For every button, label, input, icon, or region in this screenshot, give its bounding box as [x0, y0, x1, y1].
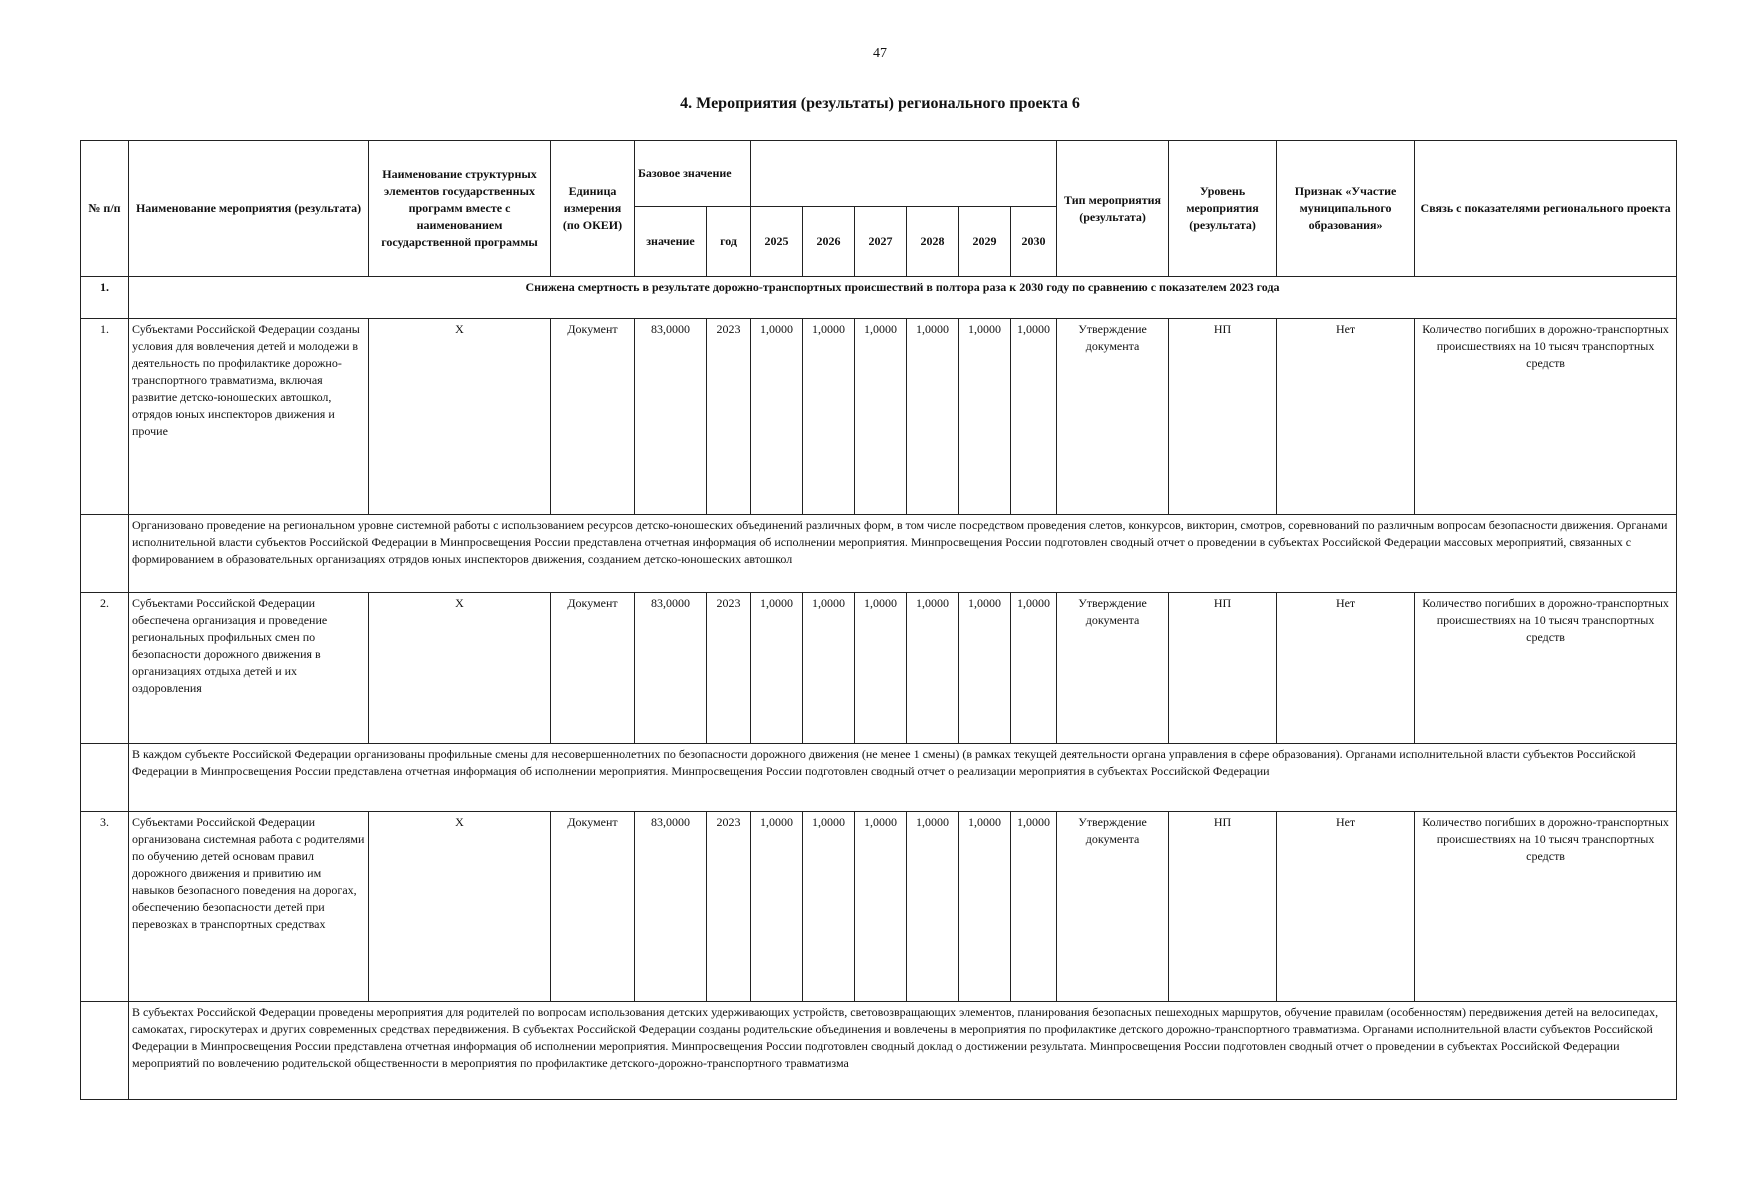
header-years-group — [751, 141, 1057, 207]
section-title-cell: Снижена смертность в результате дорожно-транспортных происшествий в полтора раза к 2030 году по сравнению с показателем 2023 года — [129, 277, 1677, 319]
page-number: 47 — [873, 46, 887, 61]
event-level: НП — [1169, 319, 1277, 515]
event-type: Утверждение документа — [1057, 319, 1169, 515]
header-level: Уровень мероприятия (результата) — [1169, 141, 1277, 277]
event-value-2026: 1,0000 — [803, 319, 855, 515]
event-structural: Х — [369, 812, 551, 1002]
description-spacer — [81, 515, 129, 593]
event-value-2029: 1,0000 — [959, 319, 1011, 515]
event-description: В субъектах Российской Федерации проведены мероприятия для родителей по вопросам использования детских удерживающих устройств, световозвращающих элементов, планирования безопасных пешеходных маршрутов, обучение правилам (особенностям) передвижения детей на велосипедах, самокатах, гироскутерах и других современных средствах передвижения. В субъектах Российской Федерации созданы родительские объединения и вовлечены в мероприятия по профилактике детского дорожно-транспортного травматизма. Органами исполнительной власти субъектов Российской Федерации в Минпросвещения России представлена отчетная информация об исполнении мероприятия. Минпросвещения России подготовлен сводный доклад о достижении результата. Минпросвещения России подготовлен сводный отчет о проведении в субъектах Российской Федерации мероприятий по вовлечению родительской общественности в мероприятия по профилактике детского-дорожно-транспортного травматизма — [129, 1002, 1677, 1100]
event-value-2025: 1,0000 — [751, 812, 803, 1002]
event-base-value: 83,0000 — [635, 812, 707, 1002]
event-num: 3. — [81, 812, 129, 1002]
header-base: Базовое значение — [635, 141, 751, 207]
event-structural: Х — [369, 593, 551, 744]
event-value-2027: 1,0000 — [855, 812, 907, 1002]
event-base-value: 83,0000 — [635, 593, 707, 744]
event-num: 2. — [81, 593, 129, 744]
description-spacer — [81, 744, 129, 812]
header-type: Тип мероприятия (результата) — [1057, 141, 1169, 277]
event-link: Количество погибших в дорожно-транспортных происшествиях на 10 тысяч транспортных средств — [1415, 593, 1677, 744]
event-unit: Документ — [551, 812, 635, 1002]
header-base-value: значение — [635, 207, 707, 277]
event-value-2028: 1,0000 — [907, 812, 959, 1002]
event-value-2026: 1,0000 — [803, 812, 855, 1002]
event-base-year: 2023 — [707, 593, 751, 744]
event-municipal: Нет — [1277, 812, 1415, 1002]
table-row — [81, 812, 1677, 1002]
header-year-2029: 2029 — [959, 207, 1011, 277]
event-unit: Документ — [551, 593, 635, 744]
header-unit: Единица измерения (по ОКЕИ) — [551, 141, 635, 277]
event-structural: Х — [369, 319, 551, 515]
events-table — [80, 140, 1677, 1100]
event-value-2029: 1,0000 — [959, 812, 1011, 1002]
event-municipal: Нет — [1277, 319, 1415, 515]
event-unit: Документ — [551, 319, 635, 515]
description-row — [81, 1002, 1677, 1100]
header-municipal: Признак «Участие муниципального образования» — [1277, 141, 1415, 277]
header-year-2027: 2027 — [855, 207, 907, 277]
event-value-2030: 1,0000 — [1011, 593, 1057, 744]
section-row — [81, 277, 1677, 319]
event-name: Субъектами Российской Федерации созданы условия для вовлечения детей и молодежи в деятельность по профилактике дорожно-транспортного травматизма, включая развитие детско-юношеских автошкол, отрядов юных инспекторов движения и прочие — [129, 319, 369, 515]
event-value-2025: 1,0000 — [751, 319, 803, 515]
description-row — [81, 515, 1677, 593]
event-level: НП — [1169, 593, 1277, 744]
header-year-2028: 2028 — [907, 207, 959, 277]
event-base-year: 2023 — [707, 319, 751, 515]
event-value-2027: 1,0000 — [855, 319, 907, 515]
event-value-2028: 1,0000 — [907, 593, 959, 744]
event-value-2025: 1,0000 — [751, 593, 803, 744]
header-year-2026: 2026 — [803, 207, 855, 277]
event-link: Количество погибших в дорожно-транспортных происшествиях на 10 тысяч транспортных средств — [1415, 319, 1677, 515]
event-value-2029: 1,0000 — [959, 593, 1011, 744]
event-base-value: 83,0000 — [635, 319, 707, 515]
event-base-year: 2023 — [707, 812, 751, 1002]
table-row — [81, 593, 1677, 744]
event-num: 1. — [81, 319, 129, 515]
event-level: НП — [1169, 812, 1277, 1002]
event-value-2026: 1,0000 — [803, 593, 855, 744]
event-link: Количество погибших в дорожно-транспортных происшествиях на 10 тысяч транспортных средств — [1415, 812, 1677, 1002]
event-value-2030: 1,0000 — [1011, 319, 1057, 515]
header-link: Связь с показателями регионального проекта — [1415, 141, 1677, 277]
event-name: Субъектами Российской Федерации обеспечена организация и проведение региональных профильных смен по безопасности дорожного движения в организациях отдыха детей и их оздоровления — [129, 593, 369, 744]
header-year-2025: 2025 — [751, 207, 803, 277]
section-num: 1. — [81, 277, 129, 319]
event-name: Субъектами Российской Федерации организована системная работа с родителями по обучению детей основам правил дорожного движения и привитию им навыков безопасного поведения на дорогах, обеспечению безопасности детей при перевозках в транспортных средствах — [129, 812, 369, 1002]
section-title: 4. Мероприятия (результаты) регионального проекта 6 — [680, 95, 1080, 112]
header-num: № п/п — [81, 141, 129, 277]
event-value-2028: 1,0000 — [907, 319, 959, 515]
description-spacer — [81, 1002, 129, 1100]
event-municipal: Нет — [1277, 593, 1415, 744]
header-name: Наименование мероприятия (результата) — [129, 141, 369, 277]
event-value-2027: 1,0000 — [855, 593, 907, 744]
header-year-2030: 2030 — [1011, 207, 1057, 277]
event-type: Утверждение документа — [1057, 593, 1169, 744]
event-description: Организовано проведение на региональном уровне системной работы с использованием ресурсов детско-юношеских объединений различных форм, в том числе посредством проведения слетов, конкурсов, викторин, смотров, соревнований по различным вопросам безопасности движения. Органами исполнительной власти субъектов Российской Федерации в Минпросвещения России представлена отчетная информация об исполнении мероприятия. Минпросвещения России подготовлен сводный отчет о проведении в субъектах Российской Федерации массовых мероприятий, связанных с формированием в образовательных организациях отрядов юных инспекторов движения, созданием детско-юношеских автошкол — [129, 515, 1677, 593]
description-row — [81, 744, 1677, 812]
event-value-2030: 1,0000 — [1011, 812, 1057, 1002]
event-type: Утверждение документа — [1057, 812, 1169, 1002]
table-row — [81, 319, 1677, 515]
header-structural: Наименование структурных элементов государственных программ вместе с наименованием государственной программы — [369, 141, 551, 277]
event-description: В каждом субъекте Российской Федерации организованы профильные смены для несовершеннолетних по безопасности дорожного движения (не менее 1 смены) (в рамках текущей деятельности органа управления в сфере образования). Органами исполнительной власти субъектов Российской Федерации в Минпросвещения России представлена отчетная информация об исполнении мероприятия. Минпросвещения России подготовлен сводный отчет о реализации мероприятия в субъектах Российской Федерации — [129, 744, 1677, 812]
header-base-year: год — [707, 207, 751, 277]
